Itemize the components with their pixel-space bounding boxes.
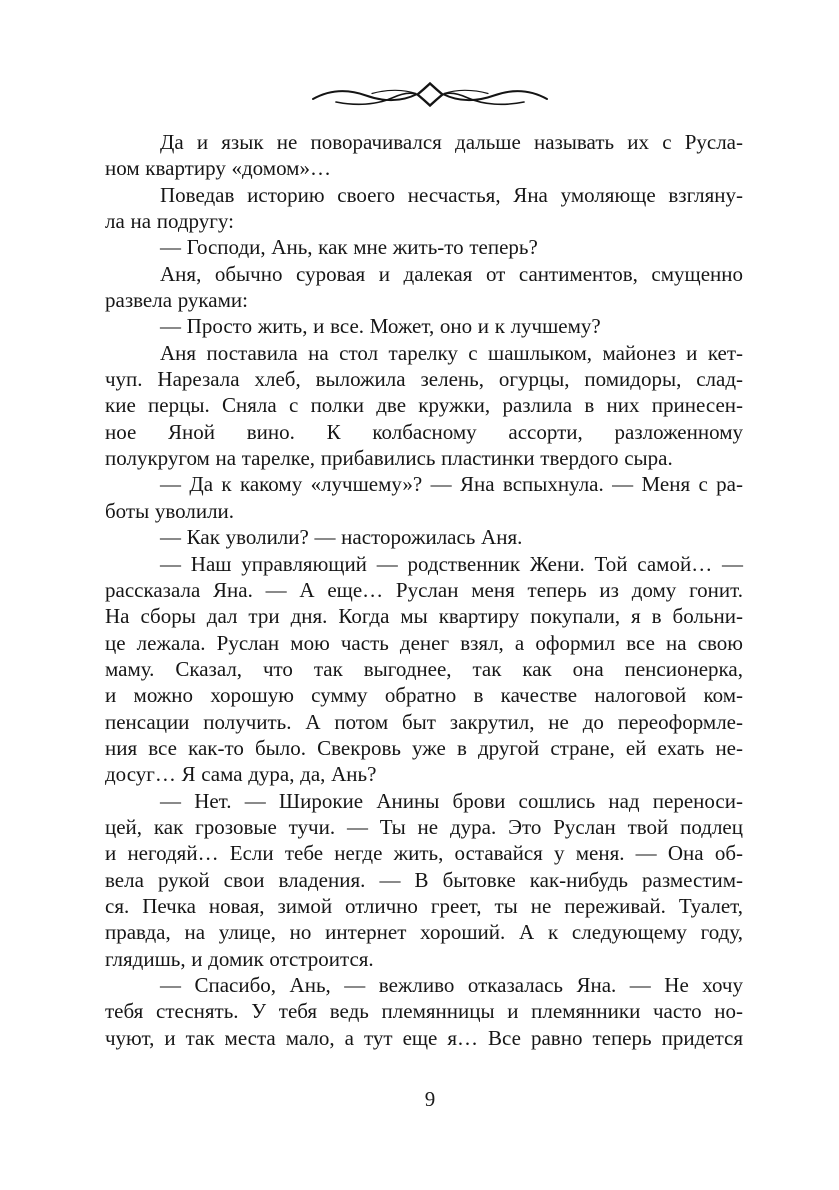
- text-line: — Наш управляющий — родственник Жени. Той самой… —: [160, 551, 743, 576]
- text-line: — Да к какому «лучшему»? — Яна вспыхнула. — Меня с ра-: [160, 472, 743, 497]
- text-line: — Нет. — Широкие Анины брови сошлись над переноси-: [160, 788, 743, 813]
- text-line: полукругом на тарелке, прибавились пластинки твердого сыра.: [105, 446, 673, 471]
- text-line: ное Яной вино. К колбасному ассорти, разложенному: [105, 419, 743, 444]
- page-number: 9: [424, 1087, 436, 1111]
- text-line: рассказала Яна. — А еще… Руслан меня теперь из дому гонит.: [105, 577, 743, 602]
- text-line: развела руками:: [105, 288, 248, 313]
- text-line: ном квартиру «домом»…: [105, 156, 331, 181]
- text-line: чуют, и так места мало, а тут еще я… Все равно теперь придется: [105, 1025, 743, 1050]
- text-line: Поведав историю своего несчастья, Яна умоляюще взгляну-: [160, 182, 743, 207]
- text-line: це лежала. Руслан мою часть денег взял, а оформил все на свою: [105, 630, 743, 655]
- text-line: досуг… Я сама дура, да, Ань?: [105, 762, 377, 787]
- flourish-divider-icon: [105, 80, 755, 110]
- text-line: чуп. Нарезала хлеб, выложила зелень, огурцы, помидоры, слад-: [105, 367, 743, 392]
- text-line: — Просто жить, и все. Может, оно и к лучшему?: [160, 314, 601, 339]
- text-line: Да и язык не поворачивался дальше называть их с Русла-: [160, 130, 743, 154]
- text-line: — Как уволили? — насторожилась Аня.: [160, 525, 523, 550]
- text-line: На сборы дал три дня. Когда мы квартиру покупали, я в больни-: [105, 604, 743, 629]
- text-line: ся. Печка новая, зимой отлично греет, ты не переживай. Туалет,: [105, 893, 743, 918]
- flourish-divider-icon: [310, 81, 550, 109]
- text-line: цей, как грозовые тучи. — Ты не дура. Это Руслан твой подлец: [105, 814, 743, 839]
- text-line: правда, на улице, но интернет хороший. А к следующему году,: [105, 920, 743, 945]
- text-line: — Спасибо, Ань, — вежливо отказалась Яна. — Не хочу: [160, 973, 743, 997]
- text-line: боты уволили.: [105, 498, 235, 523]
- text-line: глядишь, и домик отстроится.: [105, 946, 374, 971]
- text-line: Аня, обычно суровая и далекая от сантиментов, смущенно: [160, 261, 743, 286]
- text-line: Аня поставила на стол тарелку с шашлыком, майонез и кет-: [160, 340, 743, 365]
- text-line: вела рукой свои владения. — В бытовке как-нибудь разместим-: [105, 867, 743, 892]
- text-line: маму. Сказал, что так выгоднее, так как она пенсионерка,: [105, 656, 743, 681]
- text-line: тебя стеснять. У тебя ведь племянницы и племянники часто но-: [105, 999, 743, 1024]
- text-line: кие перцы. Сняла с полки две кружки, разлила в них принесен-: [105, 393, 743, 418]
- body-text: [105, 129, 743, 1051]
- text-line: ния все как-то было. Свекровь уже в другой стране, ей ехать не-: [105, 735, 743, 760]
- text-line: и негодяй… Если тебе негде жить, оставайся у меня. — Она об-: [105, 841, 743, 866]
- text-line: ла на подругу:: [105, 209, 234, 234]
- text-line: — Господи, Ань, как мне жить-то теперь?: [160, 235, 538, 260]
- text-line: пенсации получить. А потом быт закрутил, не до переоформле-: [105, 709, 743, 734]
- text-line: и можно хорошую сумму обратно в качестве налоговой ком-: [105, 683, 743, 708]
